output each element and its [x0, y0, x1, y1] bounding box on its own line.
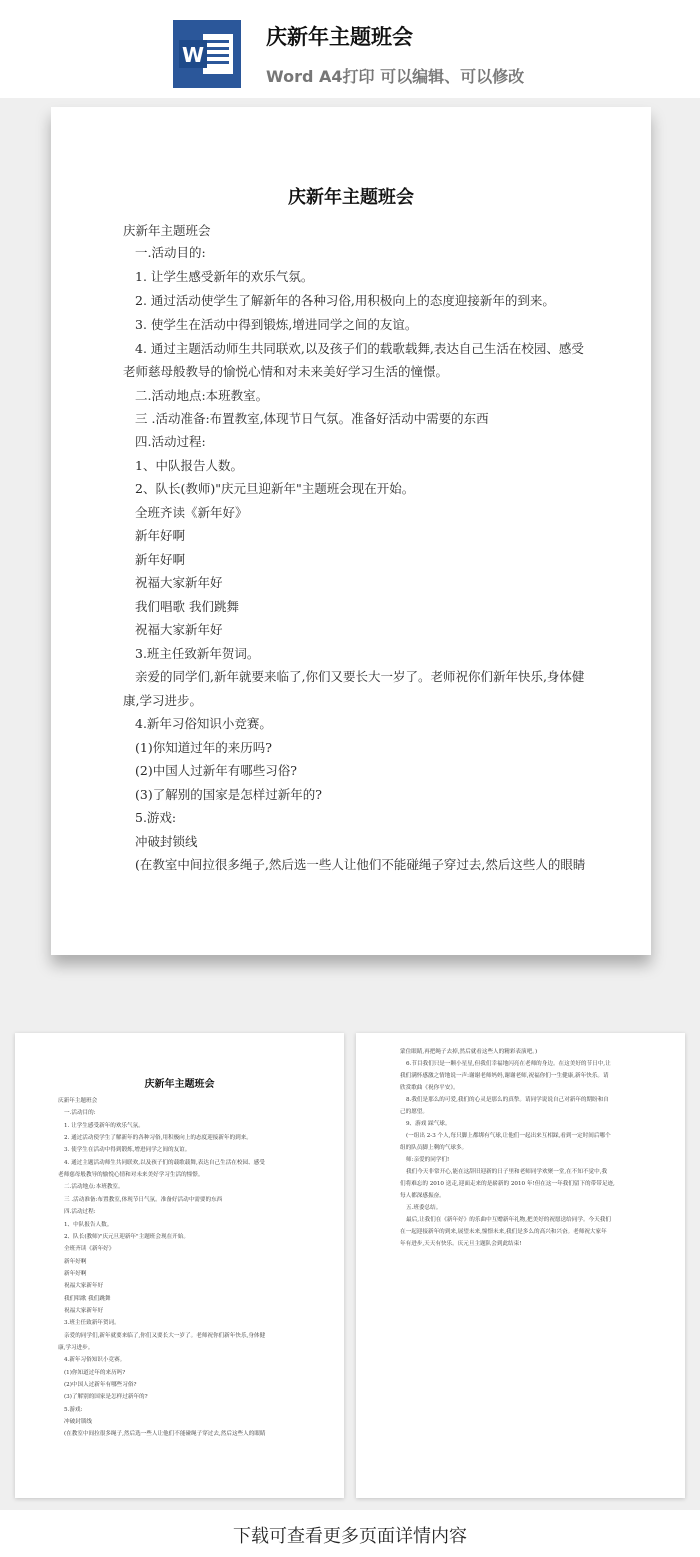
text-line: 全班齐读《新年好》: [64, 1246, 115, 1253]
text-line: (2)中国人过新年有哪些习俗?: [64, 1382, 137, 1389]
text-line: 4. 通过主题活动师生共同联欢,以及孩子们的载歌载舞,表达自己生活在校园、感受: [135, 341, 584, 356]
text-line: 二.活动地点:本班教室。: [64, 1184, 124, 1191]
text-line: 3. 使学生在活动中得到锻炼,增进同学之间的友谊。: [135, 317, 418, 332]
text-line: 己的愿望。: [400, 1109, 428, 1115]
text-line: 一.活动目的:: [64, 1110, 96, 1117]
text-line: 每人都深感振奋。: [400, 1193, 445, 1199]
text-line: 我们唱歌 我们跳舞: [64, 1295, 111, 1302]
text-line: 祝福大家新年好: [64, 1307, 104, 1314]
text-line: 祝福大家新年好: [135, 575, 223, 590]
text-line: 3.班主任致新年贺词。: [64, 1320, 120, 1327]
text-line: 5.游戏:: [135, 810, 177, 825]
text-line: 师:亲爱的同学们!: [406, 1157, 450, 1163]
text-line: 新年好啊: [135, 528, 186, 543]
text-line: 在一起迎接新年的到来,展望未来,憧憬未来,我们是多么的高兴和兴奋。老师祝大家年: [400, 1229, 607, 1235]
text-line: 8.我们是那么的可爱,我们的心灵是那么的真挚。请同学说说自己对新年的期盼和自: [406, 1097, 609, 1103]
text-line: 6.节目我们只是一颗小星星,但我们幸福地闪亮在老师的身边。在这美好的节日中,让: [406, 1061, 611, 1067]
thumbnail-page-2[interactable]: [356, 1033, 685, 1498]
text-line: 欣赏歌曲《祝你平安》。: [400, 1085, 459, 1091]
text-line: 二.活动地点:本班教室。: [135, 388, 269, 403]
text-line: 冲破封锁线: [64, 1419, 92, 1426]
text-line: 最后,让我们在《新年好》的乐曲中互赠新年礼物,把美好的祝愿送给同学。今天我们: [406, 1217, 611, 1223]
text-line: 四.活动过程:: [135, 434, 206, 449]
text-line: 我们今天非常开心,能在这辞旧迎新的日子里和老师同学欢聚一堂,在不知不觉中,我: [406, 1169, 608, 1175]
text-line: 2、队长(教师)"庆元旦迎新年"主题班会现在开始。: [135, 481, 415, 496]
main-page-preview: [51, 107, 651, 955]
text-line: 2. 通过活动使学生了解新年的各种习俗,用积极向上的态度迎接新年的到来。: [135, 293, 555, 308]
text-line: 4. 通过主题活动师生共同联欢,以及孩子们的载歌载舞,表达自己生活在校园、感受: [64, 1159, 265, 1166]
svg-text:W: W: [181, 43, 205, 67]
text-line: 康,学习进步。: [58, 1345, 94, 1351]
text-line: 冲破封锁线: [135, 834, 198, 849]
text-line: (3)了解别的国家是怎样过新年的?: [64, 1394, 148, 1401]
text-line: 1. 让学生感受新年的欢乐气氛。: [64, 1122, 144, 1129]
text-line: (在教室中间拉很多绳子,然后选一些人让他们不能碰绳子穿过去,然后这些人的眼睛: [135, 857, 586, 872]
text-line: 3.班主任致新年贺词。: [135, 646, 260, 661]
text-line: 新年好啊: [64, 1258, 87, 1265]
text-line: 5.游戏:: [64, 1406, 83, 1413]
text-line: 我们唱歌 我们跳舞: [135, 599, 239, 614]
text-line: 全班齐读《新年好》: [135, 505, 248, 520]
text-line: 1、中队报告人数。: [135, 458, 243, 473]
text-line: (3)了解别的国家是怎样过新年的?: [135, 787, 322, 802]
header: [0, 0, 700, 98]
text-line: 组的队员脚上剩的气球多。: [400, 1145, 468, 1151]
text-line: 亲爱的同学们,新年就要来临了,你们又要长大一岁了。老师祝你们新年快乐,身体健: [135, 669, 585, 684]
text-line: (2)中国人过新年有哪些习俗?: [135, 763, 297, 778]
header-title: 庆新年主题班会: [266, 25, 413, 49]
thumbnail-page-1[interactable]: [15, 1033, 344, 1498]
thumbnail-title: 庆新年主题班会: [144, 1079, 215, 1090]
text-line: 年有进步,天天有快乐。庆元旦主题队会到此结束!: [400, 1241, 522, 1247]
text-line: 庆新年主题班会: [123, 223, 211, 238]
text-line: 三 .活动准备:布置教室,体现节日气氛。准备好活动中需要的东西: [64, 1196, 223, 1203]
text-line: 康,学习进步。: [123, 693, 202, 708]
text-line: 们将难忘的 2010 送走,迎面走来的是崭新的 2010 年!但在这一年我们留下的带带足迹,: [400, 1181, 615, 1187]
text-line: 一.活动目的:: [135, 245, 206, 260]
text-line: 老师慈母般教导的愉悦心情和对未来美好学习生活的憧憬。: [58, 1172, 204, 1179]
text-line: 9、游戏 踩气球。: [406, 1121, 451, 1127]
text-line: 3. 使学生在活动中得到锻炼,增进同学之间的友谊。: [64, 1147, 191, 1154]
text-line: 老师慈母般教导的愉悦心情和对未来美好学习生活的憧憬。: [123, 364, 449, 379]
footer: [0, 1510, 700, 1557]
word-icon: [173, 20, 241, 88]
text-line: 2、队长(教师)"庆元旦迎新年"主题班会现在开始。: [64, 1233, 189, 1240]
text-line: (一组出 2-3 个人,每只脚上都绑有气球,让他们一起出来互相踩,看到一定时间后哪个: [406, 1133, 611, 1139]
text-line: (1)你知道过年的来历吗?: [135, 740, 272, 755]
text-line: 4.新年习俗知识小竞赛。: [135, 716, 272, 731]
more-pages-prompt[interactable]: 下载可查看更多页面详情内容: [233, 1526, 467, 1547]
text-line: 祝福大家新年好: [64, 1283, 104, 1290]
text-line: 祝福大家新年好: [135, 622, 223, 637]
text-line: 4.新年习俗知识小竞赛。: [64, 1357, 126, 1364]
text-line: 四.活动过程:: [64, 1209, 96, 1216]
text-line: 2. 通过活动使学生了解新年的各种习俗,用积极向上的态度迎接新年的到来。: [64, 1135, 252, 1142]
header-subtitle: Word A4打印 可以编辑、可以修改: [266, 67, 525, 86]
text-line: 庆新年主题班会: [58, 1098, 98, 1104]
text-line: 五.班委总结。: [406, 1205, 442, 1211]
text-line: 我们满怀感激之情地说一声:谢谢老师妈妈,谢谢老师,祝福你们一生健康,新年快乐。请: [400, 1073, 609, 1079]
text-line: 新年好啊: [64, 1270, 87, 1277]
text-line: 1、中队报告人数。: [64, 1221, 113, 1228]
text-line: 1. 让学生感受新年的欢乐气氛。: [135, 269, 314, 284]
document-title: 庆新年主题班会: [288, 187, 414, 208]
text-line: 新年好啊: [135, 552, 186, 567]
text-line: (在教室中间拉很多绳子,然后选一些人让他们不能碰绳子穿过去,然后这些人的眼睛: [64, 1431, 266, 1438]
text-line: 亲爱的同学们,新年就要来临了,你们又要长大一岁了。老师祝你们新年快乐,身体健: [64, 1332, 266, 1339]
text-line: 三 .活动准备:布置教室,体现节日气氛。准备好活动中需要的东西: [135, 411, 489, 426]
text-line: 蒙住眼睛,再把绳子去掉,然后就看这些人的精彩表演吧。): [400, 1049, 538, 1055]
text-line: (1)你知道过年的来历吗?: [64, 1369, 126, 1376]
